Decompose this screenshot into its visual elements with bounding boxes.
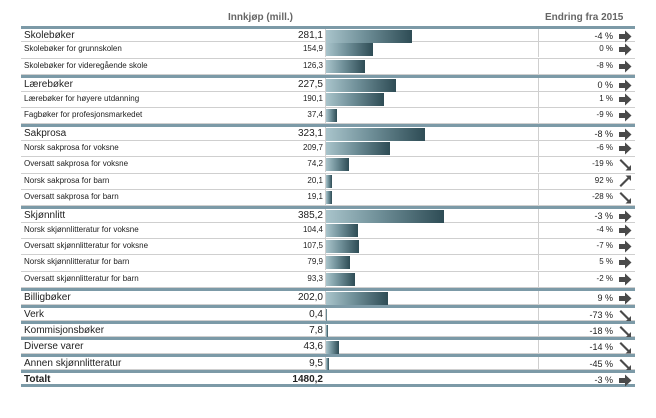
value-bar xyxy=(326,358,329,371)
table-row xyxy=(21,108,635,124)
row-change: -19 % xyxy=(592,159,613,169)
bar-cell xyxy=(325,59,539,74)
row-change: 0 % xyxy=(597,80,613,91)
value-bar xyxy=(326,30,412,43)
row-change: 1 % xyxy=(599,93,613,103)
table-row xyxy=(21,92,635,108)
row-label: Oversatt skjønnlitteratur for voksne xyxy=(24,241,149,251)
row-value: 37,4 xyxy=(307,109,323,119)
row-label: Sakprosa xyxy=(24,128,67,140)
arrow-down-right-icon xyxy=(618,191,632,204)
row-label: Lærebøker for høyere utdanning xyxy=(24,93,140,103)
row-change: -4 % xyxy=(594,31,613,41)
table-row xyxy=(21,305,635,321)
value-bar xyxy=(326,210,444,223)
row-value: 385,2 xyxy=(297,210,323,222)
table-row xyxy=(21,75,635,91)
row-value: 104,4 xyxy=(302,224,323,234)
row-value: 209,7 xyxy=(302,142,323,152)
table-row xyxy=(21,321,635,337)
table-row xyxy=(21,272,635,288)
row-change: -8 % xyxy=(596,60,613,70)
arrow-right-icon xyxy=(618,128,632,141)
value-bar xyxy=(326,325,328,338)
row-change: -14 % xyxy=(589,342,613,353)
row-label: Verk xyxy=(24,308,45,320)
value-bar xyxy=(326,43,373,56)
row-change: -3 % xyxy=(594,211,613,222)
row-value: 227,5 xyxy=(297,79,323,91)
bar-cell xyxy=(325,239,539,254)
column-header-endring: Endring fra 2015 xyxy=(545,12,624,23)
bar-cell xyxy=(325,223,539,238)
bar-cell xyxy=(325,174,539,189)
row-value: 0,4 xyxy=(309,308,323,320)
row-label: Norsk skjønnlitteratur for voksne xyxy=(24,224,139,234)
table-row xyxy=(21,124,635,140)
row-label: Kommisjonsbøker xyxy=(24,325,105,337)
arrow-right-icon xyxy=(618,374,632,387)
row-label: Skolebøker for grunnskolen xyxy=(24,44,122,54)
row-value: 93,3 xyxy=(307,273,323,283)
value-bar xyxy=(326,175,332,188)
arrow-right-icon xyxy=(618,273,632,286)
row-label: Skolebøker xyxy=(24,30,75,41)
table-row xyxy=(21,42,635,58)
row-change: -4 % xyxy=(596,224,613,234)
value-bar xyxy=(326,79,396,92)
arrow-down-right-icon xyxy=(618,158,632,171)
bar-cell xyxy=(325,108,539,123)
bar-cell xyxy=(325,157,539,172)
value-bar xyxy=(326,60,365,73)
arrow-right-icon xyxy=(618,30,632,43)
arrow-right-icon xyxy=(618,240,632,253)
arrow-right-icon xyxy=(618,210,632,223)
table-row xyxy=(21,190,635,206)
row-change: -9 % xyxy=(596,109,613,119)
value-bar xyxy=(326,142,390,155)
row-value: 79,9 xyxy=(307,257,323,267)
bar-cell xyxy=(325,42,539,57)
row-value: 1480,2 xyxy=(292,374,323,386)
arrow-right-icon xyxy=(618,292,632,305)
arrow-right-icon xyxy=(618,43,632,56)
row-change: -18 % xyxy=(589,326,613,337)
row-label: Oversatt sakprosa for voksne xyxy=(24,159,129,169)
row-value: 19,1 xyxy=(307,191,323,201)
row-label: Diverse varer xyxy=(24,341,84,353)
bar-cell xyxy=(325,141,539,156)
row-value: 323,1 xyxy=(297,128,323,140)
table-row xyxy=(21,26,635,42)
value-bar xyxy=(326,273,355,286)
arrow-right-icon xyxy=(618,142,632,155)
arrow-right-icon xyxy=(618,256,632,269)
arrow-right-icon xyxy=(618,60,632,73)
table-row xyxy=(21,157,635,173)
value-bar xyxy=(326,158,349,171)
row-change: -2 % xyxy=(596,273,613,283)
arrow-down-right-icon xyxy=(618,358,632,371)
row-value: 74,2 xyxy=(307,159,323,169)
row-change: -6 % xyxy=(596,142,613,152)
value-bar xyxy=(326,128,425,141)
row-change: -73 % xyxy=(589,309,613,320)
row-label: Fagbøker for profesjonsmarkedet xyxy=(24,109,143,119)
table-row xyxy=(21,239,635,255)
value-bar xyxy=(326,240,359,253)
row-value: 154,9 xyxy=(302,44,323,54)
row-value: 107,5 xyxy=(302,241,323,251)
row-label: Skjønnlitt xyxy=(24,210,66,222)
value-bar xyxy=(326,109,337,122)
row-label: Totalt xyxy=(24,374,51,386)
table-row xyxy=(21,354,635,370)
arrow-down-right-icon xyxy=(618,325,632,338)
bar-cell xyxy=(325,272,539,287)
row-label: Oversatt sakprosa for barn xyxy=(24,191,119,201)
row-change: 5 % xyxy=(599,257,613,267)
row-value: 190,1 xyxy=(302,93,323,103)
bar-cell xyxy=(325,190,539,205)
row-change: -28 % xyxy=(592,191,613,201)
row-value: 43,6 xyxy=(303,341,323,353)
row-change: -7 % xyxy=(596,241,613,251)
column-header-innkjop: Innkjøp (mill.) xyxy=(228,12,293,23)
value-bar xyxy=(326,191,332,204)
row-label: Billigbøker xyxy=(24,292,71,304)
table-row xyxy=(21,255,635,271)
row-change: 92 % xyxy=(594,175,613,185)
row-change: -45 % xyxy=(589,358,613,369)
arrow-down-right-icon xyxy=(618,309,632,322)
table-row xyxy=(21,370,635,386)
table-row xyxy=(21,59,635,75)
value-bar xyxy=(326,93,384,106)
value-bar xyxy=(326,224,358,237)
arrow-right-icon xyxy=(618,79,632,92)
bar-cell xyxy=(325,92,539,107)
table-row xyxy=(21,223,635,239)
row-change: -3 % xyxy=(594,375,613,386)
row-label: Norsk skjønnlitteratur for barn xyxy=(24,257,130,267)
row-value: 20,1 xyxy=(307,175,323,185)
table-row xyxy=(21,337,635,353)
table-row xyxy=(21,288,635,304)
value-bar xyxy=(326,292,388,305)
row-label: Oversatt skjønnlitteratur for barn xyxy=(24,273,139,283)
row-value: 9,5 xyxy=(309,357,323,369)
arrow-up-right-icon xyxy=(618,175,632,188)
row-label: Norsk sakprosa for voksne xyxy=(24,142,119,152)
row-change: -8 % xyxy=(594,129,613,140)
table-row xyxy=(21,174,635,190)
row-label: Lærebøker xyxy=(24,79,73,91)
table-row xyxy=(21,141,635,157)
arrow-right-icon xyxy=(618,224,632,237)
value-bar xyxy=(326,256,350,269)
table-body xyxy=(21,26,635,387)
row-change: 0 % xyxy=(599,44,613,54)
value-bar xyxy=(326,341,339,354)
row-value: 202,0 xyxy=(297,292,323,304)
row-change: 9 % xyxy=(597,293,613,304)
value-bar xyxy=(326,309,327,322)
table-row xyxy=(21,206,635,222)
arrow-right-icon xyxy=(618,93,632,106)
arrow-down-right-icon xyxy=(618,341,632,354)
arrow-right-icon xyxy=(618,109,632,122)
row-value: 126,3 xyxy=(302,60,323,70)
row-label: Skolebøker for videregående skole xyxy=(24,60,148,70)
row-label: Norsk sakprosa for barn xyxy=(24,175,110,185)
bar-cell xyxy=(325,255,539,270)
row-value: 281,1 xyxy=(297,30,323,41)
row-label: Annen skjønnlitteratur xyxy=(24,357,122,369)
row-value: 7,8 xyxy=(309,325,323,337)
